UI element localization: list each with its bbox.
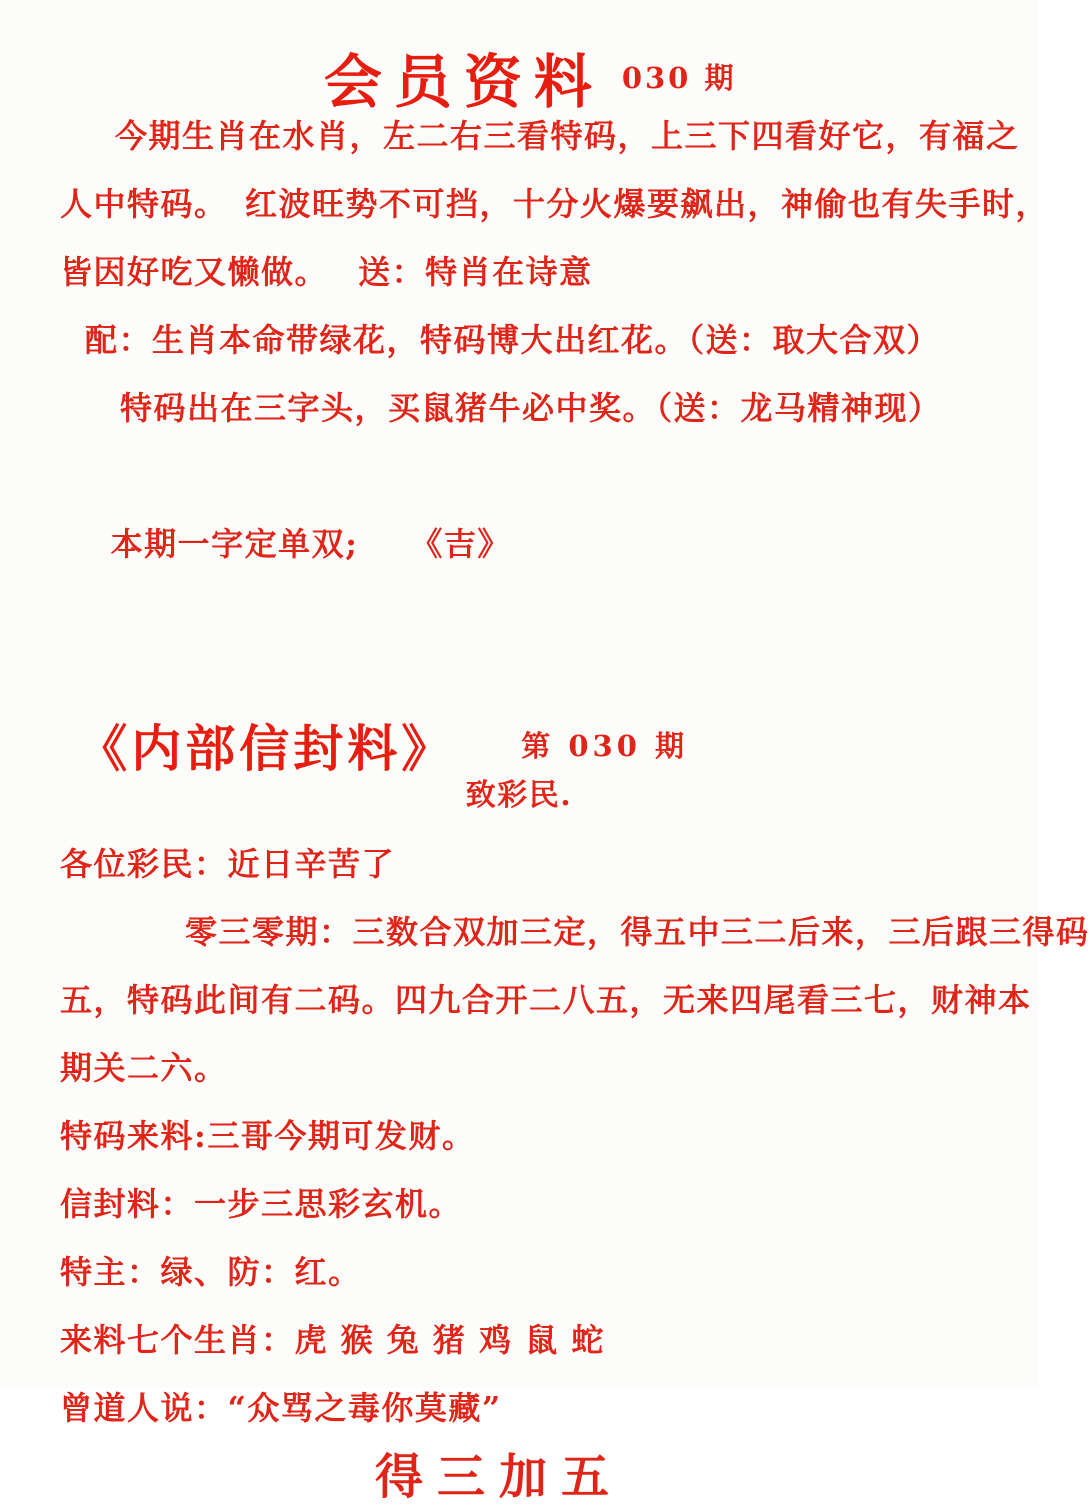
envelope-paragraph-line-1: 零三零期：三数合双加三定，得五中三二后来，三后跟三得码: [185, 913, 1090, 951]
footer-slogan: 得三加五: [374, 1449, 623, 1505]
member-section-header: [0, 0, 1038, 116]
member-paragraph-line-3: 皆因好吃又懒做。 送：特肖在诗意: [60, 253, 593, 291]
salutation-line: 各位彩民：近日辛苦了: [60, 845, 396, 883]
color-tip-line: 特主：绿、防：红。: [60, 1253, 362, 1291]
greeting-line: 致彩民.: [465, 778, 573, 813]
envelope-paragraph-line-3: 期关二六。: [60, 1049, 228, 1087]
ji-word: 《吉》: [410, 525, 511, 563]
member-title: 会员资料: [323, 48, 604, 116]
odd-even-line: [0, 442, 1038, 646]
member-issue-number: 030 期: [621, 61, 737, 95]
quote-line: 曾道人说：“众骂之毒你莫藏”: [60, 1389, 502, 1427]
envelope-paragraph-line-2: 五，特码此间有二码。四九合开二八五，无来四尾看三七，财神本: [60, 981, 1032, 1019]
member-paragraph-line-1: 今期生肖在水肖，左二右三看特码，上三下四看好它，有福之: [115, 117, 1020, 155]
zodiac-tip-line: 来料七个生肖：虎 猴 兔 猪 鸡 鼠 蛇: [60, 1321, 605, 1359]
special-code-tip-line: 特码来料:三哥今期可发财。: [60, 1117, 476, 1155]
special-code-line: 特码出在三字头，买鼠猪牛必中奖。（送：龙马精神现）: [120, 389, 942, 427]
envelope-title: 《内部信封料》: [77, 719, 456, 778]
pairing-line: 配：生肖本命带绿花，特码博大出红花。（送：取大合双）: [85, 321, 941, 359]
envelope-tip-line: 信封料：一步三思彩玄机。: [60, 1185, 463, 1223]
envelope-section-header: [0, 690, 1038, 778]
odd-even-label: 本期一字定单双;: [110, 525, 359, 563]
envelope-issue-number: 第 030 期: [521, 729, 689, 763]
member-paragraph-line-2: 人中特码。 红波旺势不可挡，十分火爆要飙出，神偷也有失手时，: [60, 185, 1050, 223]
